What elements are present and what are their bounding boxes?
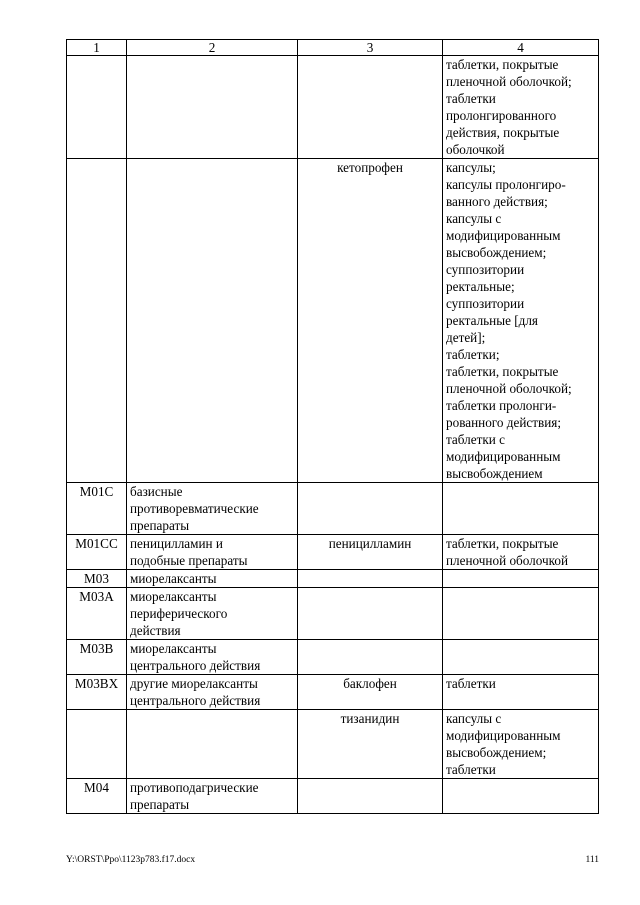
atc-code-cell: M03A xyxy=(67,588,127,640)
atc-code-cell: M01CC xyxy=(67,535,127,570)
table-row xyxy=(67,535,599,570)
dosage-forms-cell xyxy=(443,640,599,675)
drug-table xyxy=(66,39,599,814)
dosage-form-line: действия, покрытые xyxy=(446,125,560,140)
dosage-form-line: пленочной оболочкой; xyxy=(446,74,572,89)
dosage-form-line: капсулы; xyxy=(446,160,496,175)
group-name-cell xyxy=(127,779,298,814)
dosage-forms-cell xyxy=(443,779,599,814)
dosage-form-line: детей]; xyxy=(446,330,486,345)
group-name-line: миорелаксанты xyxy=(130,589,217,604)
group-name-cell xyxy=(127,159,298,483)
table-row xyxy=(67,56,599,159)
atc-code-cell: M03BX xyxy=(67,675,127,710)
group-name-line: центрального действия xyxy=(130,693,261,708)
dosage-forms-cell xyxy=(443,159,599,483)
group-name-cell xyxy=(127,56,298,159)
table-row xyxy=(67,675,599,710)
atc-code-cell: M03 xyxy=(67,570,127,588)
group-name-cell xyxy=(127,640,298,675)
dosage-forms-cell xyxy=(443,56,599,159)
dosage-form-line: ректальные; xyxy=(446,279,515,294)
drug-name-cell: баклофен xyxy=(298,675,443,710)
header-cell-1: 1 xyxy=(67,40,127,56)
dosage-form-line: таблетки xyxy=(446,91,496,106)
footer-file-path: Y:\ORST\Ppo\1123p783.f17.docx xyxy=(66,855,196,865)
dosage-form-line: таблетки xyxy=(446,762,496,777)
header-cell-2: 2 xyxy=(127,40,298,56)
dosage-form-line: оболочкой xyxy=(446,142,505,157)
dosage-form-line: суппозитории xyxy=(446,262,525,277)
group-name-line: базисные xyxy=(130,484,183,499)
dosage-form-line: капсулы пролонгиро- xyxy=(446,177,566,192)
header-cell-4: 4 xyxy=(443,40,599,56)
dosage-form-line: суппозитории xyxy=(446,296,525,311)
dosage-form-line: таблетки, покрытые xyxy=(446,536,559,551)
group-name-line: пеницилламин и xyxy=(130,536,223,551)
group-name-cell xyxy=(127,588,298,640)
table-row xyxy=(67,779,599,814)
dosage-form-line: высвобождением; xyxy=(446,245,547,260)
group-name-cell xyxy=(127,535,298,570)
table-row xyxy=(67,570,599,588)
dosage-forms-cell xyxy=(443,710,599,779)
dosage-form-line: пленочной оболочкой; xyxy=(446,381,572,396)
table-row xyxy=(67,483,599,535)
dosage-form-line: модифицированным xyxy=(446,228,561,243)
group-name-line: другие миорелаксанты xyxy=(130,676,258,691)
dosage-forms-cell xyxy=(443,675,599,710)
drug-name-cell: кетопрофен xyxy=(298,159,443,483)
table-row xyxy=(67,159,599,483)
drug-name-cell: пеницилламин xyxy=(298,535,443,570)
dosage-form-line: капсулы с xyxy=(446,711,502,726)
group-name-line: периферического xyxy=(130,606,228,621)
atc-code-cell: M04 xyxy=(67,779,127,814)
group-name-line: миорелаксанты xyxy=(130,641,217,656)
group-name-line: препараты xyxy=(130,797,190,812)
dosage-form-line: капсулы с xyxy=(446,211,502,226)
dosage-form-line: ректальные [для xyxy=(446,313,538,328)
atc-code-cell: M03B xyxy=(67,640,127,675)
dosage-form-line: модифицированным xyxy=(446,449,561,464)
dosage-form-line: модифицированным xyxy=(446,728,561,743)
group-name-line: миорелаксанты xyxy=(130,571,217,586)
group-name-cell xyxy=(127,710,298,779)
dosage-form-line: пролонгированного xyxy=(446,108,557,123)
group-name-line: действия xyxy=(130,623,181,638)
atc-code-cell: M01C xyxy=(67,483,127,535)
footer-page-number: 111 xyxy=(585,855,599,865)
dosage-forms-cell xyxy=(443,570,599,588)
dosage-form-line: таблетки, покрытые xyxy=(446,57,559,72)
table-row xyxy=(67,640,599,675)
dosage-form-line: высвобождением; xyxy=(446,745,547,760)
drug-name-cell xyxy=(298,640,443,675)
group-name-line: подобные препараты xyxy=(130,553,248,568)
group-name-line: препараты xyxy=(130,518,190,533)
drug-name-cell xyxy=(298,483,443,535)
dosage-form-line: таблетки; xyxy=(446,347,500,362)
dosage-form-line: ванного действия; xyxy=(446,194,548,209)
dosage-form-line: таблетки с xyxy=(446,432,505,447)
drug-name-cell xyxy=(298,588,443,640)
dosage-forms-cell xyxy=(443,483,599,535)
drug-name-cell xyxy=(298,570,443,588)
table-row xyxy=(67,710,599,779)
drug-name-cell: тизанидин xyxy=(298,710,443,779)
drug-name-cell xyxy=(298,56,443,159)
drug-name-cell xyxy=(298,779,443,814)
dosage-forms-cell xyxy=(443,588,599,640)
dosage-form-line: таблетки пролонги- xyxy=(446,398,557,413)
dosage-forms-cell xyxy=(443,535,599,570)
dosage-form-line: рованного действия; xyxy=(446,415,562,430)
dosage-form-line: пленочной оболочкой xyxy=(446,553,569,568)
dosage-form-line: таблетки, покрытые xyxy=(446,364,559,379)
group-name-line: противоревматические xyxy=(130,501,259,516)
dosage-form-line: таблетки xyxy=(446,676,496,691)
atc-code-cell xyxy=(67,159,127,483)
atc-code-cell xyxy=(67,710,127,779)
atc-code-cell xyxy=(67,56,127,159)
group-name-cell xyxy=(127,483,298,535)
group-name-line: противоподагрические xyxy=(130,780,259,795)
header-row xyxy=(67,40,599,56)
group-name-cell xyxy=(127,570,298,588)
table-row xyxy=(67,588,599,640)
group-name-cell xyxy=(127,675,298,710)
header-cell-3: 3 xyxy=(298,40,443,56)
group-name-line: центрального действия xyxy=(130,658,261,673)
dosage-form-line: высвобождением xyxy=(446,466,543,481)
